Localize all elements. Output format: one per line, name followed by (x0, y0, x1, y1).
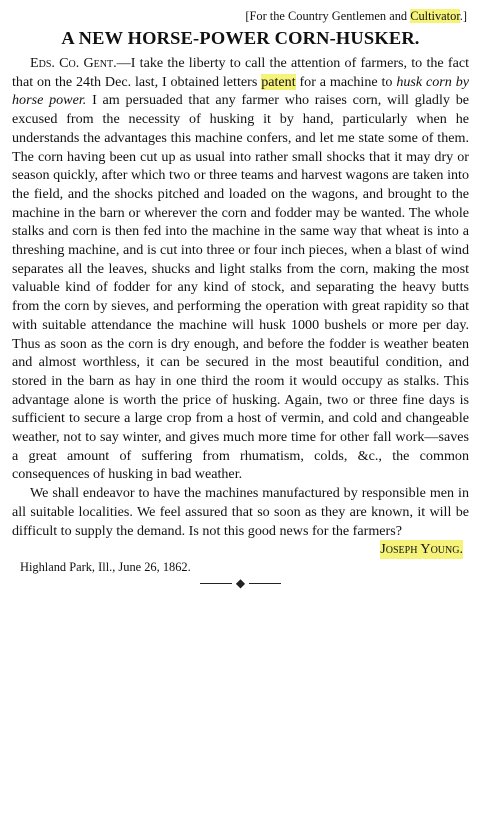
ornament-diamond-icon: ◆ (235, 575, 246, 590)
author-signature: Joseph Young. (380, 541, 463, 558)
article-headline: A NEW HORSE-POWER CORN-HUSKER. (61, 28, 420, 48)
paragraph-1 (12, 54, 469, 484)
paragraph-1-text-c: I am persuaded that any farmer who raises corn, will gladly be excused from the necessity of husking it by hand, particularly when he understands the advantages this machine confers, and let me state some of them. The corn having been cut up as usual into rather small shocks that it may dry or season quickly, after which two or three teams and harvest wagons are taken into the field, and the shocks pitched and loaded on the wagons, and brought to the machine in the barn or wherever the corn and fodder may be wanted. The whole stalks and corn is then fed into the machine in the same way that wheat is into a threshing machine, and is cut into three or four inch pieces, when a blast of wind separates all the leaves, shucks and light stalks from the corn, making the most valuable kind of fodder for any kind of stock, and separating the heavy butts from the corn by sieves, and performing the operation with great rapidity so that with suitable attendance the machine will husk 1000 bushels or more per day. Thus as soon as the corn is dry enough, and before the fodder is weather beaten and almost worthless, it can be secured in the most beautiful condition, and stored in the barn as hay in one third the room it would occupy as stalks. This advantage alone is worth the price of husking. Again, two or three fine days is sufficient to secure a large crop from a host of vermin, and cold and changeable weather, not to say winter, and gives much more time for other fall work—saves a great amount of suffering from rhumatism, colds, &c., the common consequences of husking in bad weather. (12, 92, 469, 483)
salutation: Eds. Co. Gent. (30, 55, 117, 71)
ornament-divider (12, 577, 469, 589)
dateline: Highland Park, Ill., June 26, 1862. (20, 559, 191, 574)
signature-row (12, 540, 469, 559)
source-prefix: [For the Country Gentlemen and (245, 9, 411, 23)
paragraph-1-text-a: —I take the liberty to call the attention of farmers, to the fact that on the 24th Dec. last, I obtained letters (12, 55, 470, 90)
article-body (12, 54, 469, 540)
paragraph-2: We shall endeavor to have the machines manufactured by responsible men in all suitable localities. We feel assured that so soon as they are known, it will be difficult to supply the demand. Is not this good news for the farmers? (12, 485, 469, 539)
source-attribution (12, 8, 467, 24)
source-suffix: .] (459, 9, 467, 23)
source-highlight-cultivator: Cultivator (410, 9, 460, 23)
highlight-patent: patent (261, 73, 296, 90)
ornament-rule-right (249, 583, 281, 584)
ornament-rule-left (200, 583, 232, 584)
paragraph-1-text-b: for a machine to (295, 73, 397, 90)
italic-phrase: husk corn by horse power. (12, 73, 469, 109)
